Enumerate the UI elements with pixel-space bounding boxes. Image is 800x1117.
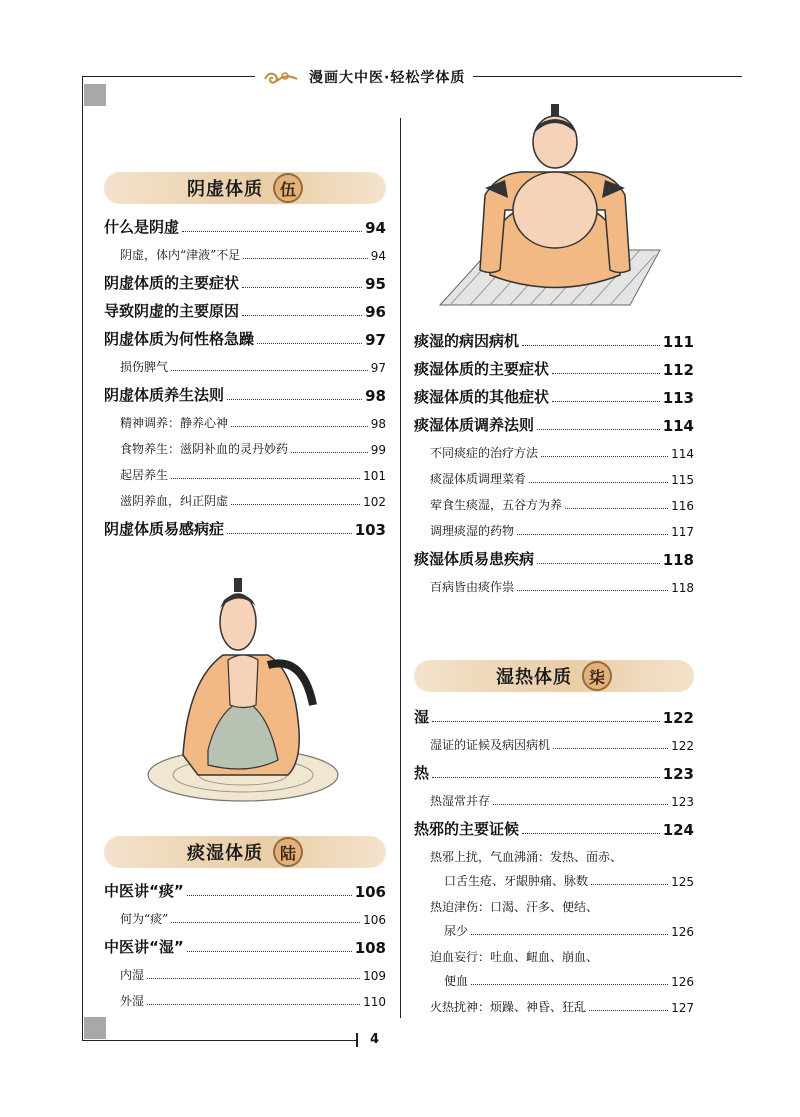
toc-entry[interactable]: 中医讲“痰” 106 [104, 882, 386, 901]
frame-bottom-rule [82, 1040, 357, 1041]
section-number-badge: 伍 [273, 173, 303, 203]
toc-entry[interactable]: 痰湿的病因病机 111 [414, 332, 694, 351]
toc-subentry[interactable]: 损伤脾气 97 [120, 360, 386, 375]
fat-man-illustration [430, 100, 670, 315]
toc-yinxu [104, 216, 386, 546]
toc-entry[interactable]: 热邪的主要证候 124 [414, 820, 694, 839]
frame-left-rule [82, 76, 83, 1041]
toc-subentry[interactable]: 荤食生痰湿，五谷方为养 116 [430, 498, 694, 513]
toc-subentry-line1[interactable]: 热邪上扰，气血沸涌：发热、面赤、 [430, 850, 623, 864]
toc-subentry[interactable]: 阴虚，体内“津液”不足 94 [120, 248, 386, 263]
toc-entry[interactable]: 导致阴虚的主要原因 96 [104, 302, 386, 321]
toc-entry[interactable]: 湿 122 [414, 708, 694, 727]
footer-tick [356, 1033, 358, 1047]
section-banner-shire [414, 660, 694, 692]
toc-subentry[interactable]: 滋阴养血，纠正阴虚 102 [120, 494, 386, 509]
section-banner-tanshi [104, 836, 386, 868]
toc-subentry[interactable]: 火热扰神：烦躁、神昏、狂乱 127 [430, 1000, 694, 1015]
toc-subentry-line1[interactable]: 迫血妄行：吐血、衄血、崩血、 [430, 950, 599, 964]
running-header [255, 64, 473, 90]
toc-entry[interactable]: 什么是阴虚 94 [104, 218, 386, 237]
column-divider [400, 118, 401, 1018]
page-footer [356, 1032, 379, 1047]
toc-subentry[interactable]: 湿证的证候及病因病机 122 [430, 738, 694, 753]
page-number: 4 [370, 1032, 380, 1047]
section-title: 湿热体质 [496, 667, 572, 688]
toc-tanshi-right [414, 330, 694, 602]
toc-subentry[interactable]: 精神调养：静养心神 98 [120, 416, 386, 431]
cloud-swirl-icon [263, 67, 299, 87]
corner-square-top [84, 84, 106, 106]
toc-subentry[interactable]: 外湿 110 [120, 994, 386, 1009]
toc-subentry[interactable]: 内湿 109 [120, 968, 386, 983]
section-number-badge: 柒 [582, 661, 612, 691]
toc-entry[interactable]: 热 123 [414, 764, 694, 783]
toc-shire [414, 706, 694, 1018]
toc-subentry-line2[interactable]: 便血 126 [444, 974, 694, 989]
toc-subentry[interactable]: 百病皆由痰作祟 118 [430, 580, 694, 595]
toc-subentry[interactable]: 何为“痰” 106 [120, 912, 386, 927]
toc-entry[interactable]: 阴虚体质的主要症状 95 [104, 274, 386, 293]
toc-subentry[interactable]: 不同痰症的治疗方法 114 [430, 446, 694, 461]
toc-subentry-line1[interactable]: 热迫津伤：口渴、汗多、便结、 [430, 900, 599, 914]
toc-entry[interactable]: 中医讲“湿” 108 [104, 938, 386, 957]
section-title: 阴虚体质 [187, 179, 263, 200]
toc-subentry[interactable]: 起居养生 101 [120, 468, 386, 483]
toc-entry[interactable]: 痰湿体质调养法则 114 [414, 416, 694, 435]
toc-subentry[interactable]: 食物养生：滋阴补血的灵丹妙药 99 [120, 442, 386, 457]
section-title: 痰湿体质 [187, 843, 263, 864]
toc-entry[interactable]: 阴虚体质为何性格急躁 97 [104, 330, 386, 349]
toc-entry[interactable]: 痰湿体质的其他症状 113 [414, 388, 694, 407]
toc-subentry[interactable]: 调理痰湿的药物 117 [430, 524, 694, 539]
corner-square-bottom [84, 1017, 106, 1039]
toc-entry[interactable]: 阴虚体质养生法则 98 [104, 386, 386, 405]
toc-subentry[interactable]: 痰湿体质调理菜肴 115 [430, 472, 694, 487]
toc-entry[interactable]: 痰湿体质易患疾病 118 [414, 550, 694, 569]
toc-subentry-line2[interactable]: 尿少 126 [444, 924, 694, 939]
thin-man-illustration [128, 560, 358, 810]
header-title: 漫画大中医·轻松学体质 [309, 70, 466, 86]
toc-tanshi-left [104, 880, 386, 1020]
section-banner-yinxu [104, 172, 386, 204]
section-number-badge: 陆 [273, 837, 303, 867]
toc-subentry-line2[interactable]: 口舌生疮、牙龈肿痛、脉数 125 [444, 874, 694, 889]
toc-entry[interactable]: 阴虚体质易感病症 103 [104, 520, 386, 539]
toc-entry[interactable]: 痰湿体质的主要症状 112 [414, 360, 694, 379]
toc-subentry[interactable]: 热湿常并存 123 [430, 794, 694, 809]
